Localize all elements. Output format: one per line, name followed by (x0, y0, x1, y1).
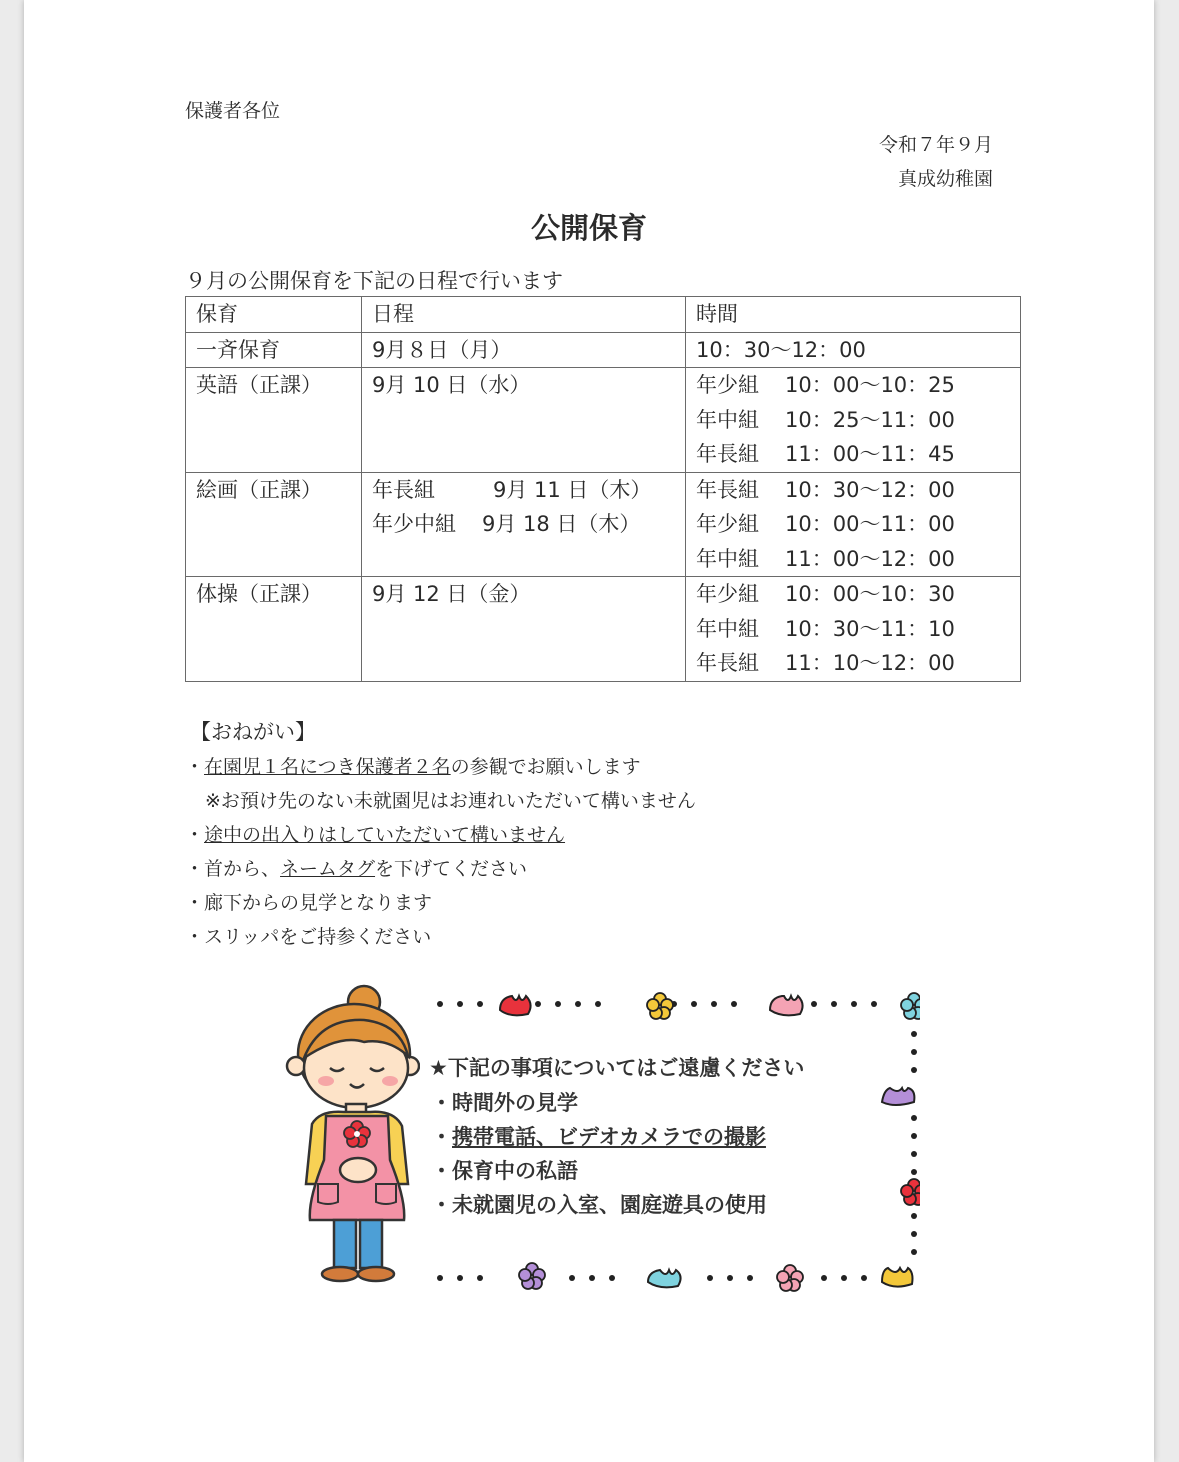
request-emphasis: 在園児１名につき保護者２名 (204, 756, 451, 778)
group-label: 年少組 (696, 373, 759, 397)
notice-item (431, 1121, 766, 1151)
header-cell-date: 日程 (362, 297, 686, 333)
header-cell-activity: 保育 (186, 297, 362, 333)
activity-cell: 体操（正課） (186, 577, 362, 682)
time-cell (686, 577, 1021, 682)
request-item (185, 888, 432, 915)
time-value: 11：10〜12：00 (785, 651, 955, 675)
group-label: 年中組 (696, 407, 759, 432)
time-value: 10：00〜10：30 (785, 582, 955, 606)
group-label: 年長組 (696, 442, 759, 466)
time-value: 10：00〜11：00 (785, 512, 955, 536)
time-value: 10：00〜10：25 (785, 373, 955, 397)
date-line (372, 473, 677, 508)
bullet: ・ (431, 1125, 452, 1149)
schedule-table (185, 296, 1021, 682)
group-label: 年長組 (696, 477, 759, 502)
time-value: 10：30〜11：10 (785, 616, 955, 641)
table-row (186, 368, 1021, 473)
date-value: 9月 11 日（木） (493, 477, 652, 502)
notice-text: 未就園児の入室、園庭遊具の使用 (452, 1193, 767, 1217)
notice-text: 時間外の見学 (452, 1091, 578, 1115)
request-emphasis: 途中の出入りはしていただいて構いません (204, 824, 566, 846)
time-line (696, 646, 1012, 681)
notice-item (431, 1189, 767, 1219)
time-line (696, 577, 1012, 612)
group-label: 年中組 (696, 546, 759, 571)
notice-text: 携帯電話、ビデオカメラでの撮影 (452, 1125, 766, 1149)
time-line (696, 473, 1012, 508)
addressee: 保護者各位 (185, 100, 281, 122)
request-text: スリッパをご持参ください (204, 926, 432, 948)
bullet: ・ (431, 1193, 452, 1217)
page-title: 公開保育 (530, 211, 647, 245)
group-label: 年少中組 (372, 512, 456, 536)
time-line (696, 368, 1012, 403)
date-cell: 9月 12 日（金） (362, 577, 686, 682)
bullet: ・ (185, 858, 205, 880)
bullet: ・ (185, 824, 205, 846)
time-line (696, 403, 1012, 438)
request-text: の参観でお願いします (450, 756, 641, 778)
time-cell: 10：30〜12：00 (686, 332, 1021, 368)
date-cell: 9月８日（月） (362, 332, 686, 368)
time-value: 11：00〜12：00 (785, 546, 955, 571)
intro-text: ９月の公開保育を下記の日程で行います (185, 269, 563, 293)
time-line (696, 437, 1012, 472)
requests-heading: 【おねがい】 (190, 720, 316, 744)
notice-text: 保育中の私語 (452, 1159, 578, 1183)
request-note: ※お預け先のない未就園児はお連れいただいて構いません (205, 790, 696, 812)
notice-item (431, 1155, 578, 1185)
time-cell (686, 472, 1021, 577)
group-label: 年少組 (696, 512, 759, 536)
document-page (24, 0, 1154, 1462)
group-label: 年長組 (372, 477, 435, 502)
bullet: ・ (185, 892, 205, 914)
bullet: ・ (185, 756, 205, 778)
request-item (185, 854, 527, 881)
date-value: 9月 18 日（木） (482, 512, 641, 536)
bullet: ・ (431, 1159, 452, 1183)
request-text: を下げてください (375, 858, 528, 880)
time-line (696, 542, 1012, 577)
time-value: 11：00〜11：45 (785, 442, 955, 466)
group-label: 年中組 (696, 616, 759, 641)
header-cell-time: 時間 (686, 297, 1021, 333)
time-line (696, 507, 1012, 542)
notice-item (431, 1087, 578, 1117)
date-line (372, 507, 677, 542)
time-value: 10：30〜12：00 (785, 477, 955, 502)
issue-date: 令和７年９月 (878, 134, 993, 156)
time-line (696, 612, 1012, 647)
request-item (185, 820, 565, 847)
time-value: 10：25〜11：00 (785, 407, 955, 432)
table-row (186, 472, 1021, 577)
group-label: 年少組 (696, 582, 759, 606)
activity-cell: 一斉保育 (186, 332, 362, 368)
table-row (186, 332, 1021, 368)
activity-cell: 英語（正課） (186, 368, 362, 473)
group-label: 年長組 (696, 651, 759, 675)
teacher-illustration (260, 984, 420, 1284)
bullet: ・ (185, 926, 205, 948)
table-row (186, 577, 1021, 682)
activity-cell: 絵画（正課） (186, 472, 362, 577)
request-emphasis: ネームタグ (280, 858, 376, 880)
bullet: ・ (431, 1091, 452, 1115)
request-item (185, 922, 431, 949)
date-cell (362, 472, 686, 577)
request-text: 首から、 (204, 858, 281, 880)
request-text: 廊下からの見学となります (204, 892, 433, 914)
date-cell: 9月 10 日（水） (362, 368, 686, 473)
notice-heading: ★下記の事項についてはご遠慮ください (429, 1056, 805, 1080)
table-header-row (186, 297, 1021, 333)
request-item (185, 752, 641, 779)
organization-name: 真成幼稚園 (897, 168, 993, 190)
time-cell (686, 368, 1021, 473)
